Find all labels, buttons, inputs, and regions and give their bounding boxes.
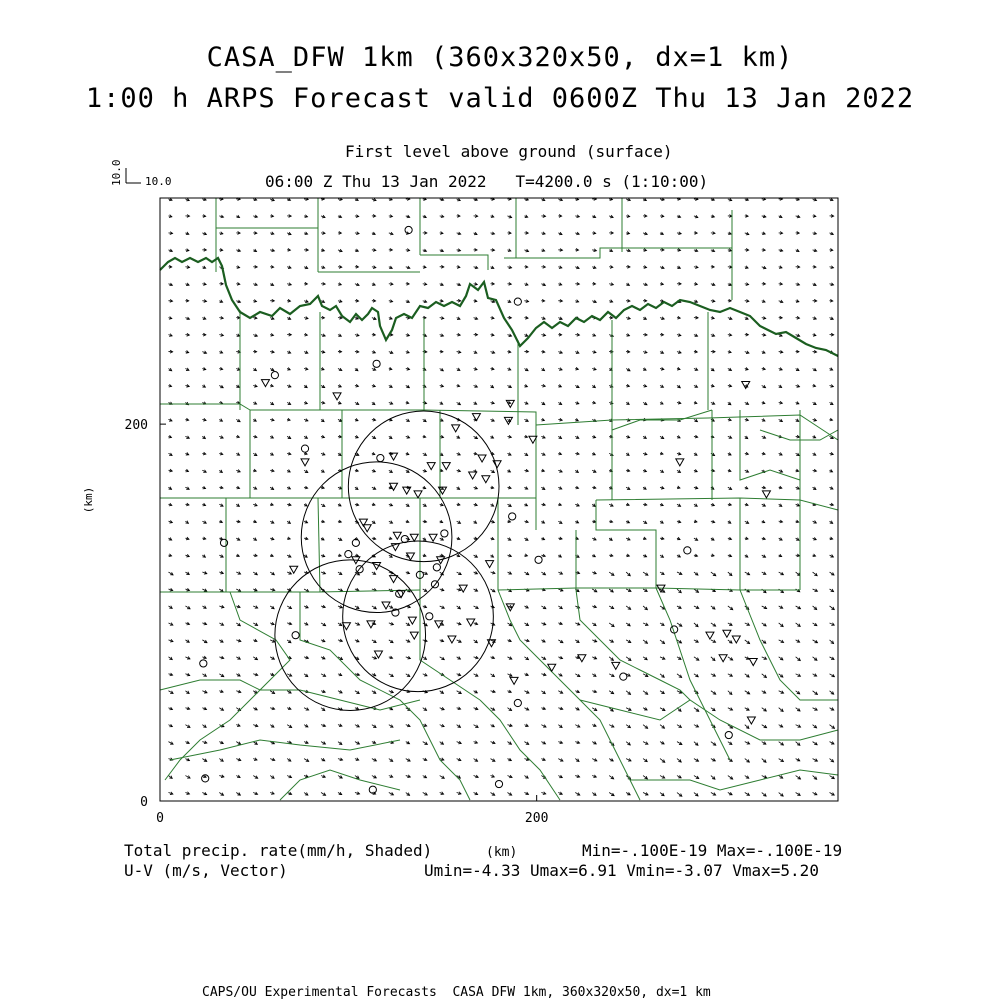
county-line: [760, 430, 838, 440]
station-triangle-marker: [467, 619, 475, 626]
county-line: [165, 592, 290, 780]
station-triangle-marker: [261, 380, 269, 387]
station-triangle-marker: [493, 461, 501, 468]
station-triangle-marker: [414, 491, 422, 498]
station-triangle-marker: [429, 534, 437, 541]
station-circle-marker: [301, 445, 308, 452]
station-circle-marker: [405, 226, 412, 233]
station-circle-marker: [514, 699, 521, 706]
county-line: [498, 590, 640, 800]
valid-time-label: 06:00 Z Thu 13 Jan 2022 T=4200.0 s (1:10:00): [265, 172, 709, 191]
county-line: [596, 498, 838, 510]
credit-line: CAPS/OU Experimental Forecasts CASA DFW 1km, 360x320x50, dx=1 km: [202, 985, 711, 1000]
station-triangle-marker: [427, 463, 435, 470]
station-triangle-marker: [448, 636, 456, 643]
x-tick-label: 0: [156, 811, 164, 826]
reference-vector-label-y: 10.0: [110, 159, 123, 186]
station-triangle-marker: [333, 393, 341, 400]
plot-frame: [160, 198, 838, 801]
station-triangle-marker: [408, 617, 416, 624]
station-circle-marker: [495, 780, 502, 787]
title-line-2: 1:00 h ARPS Forecast valid 0600Z Thu 13 Jan 2022: [85, 83, 915, 114]
station-triangle-marker: [442, 463, 450, 470]
station-triangle-marker: [676, 459, 684, 466]
county-line: [420, 590, 480, 700]
station-circle-marker: [292, 632, 299, 639]
station-triangle-marker: [747, 717, 755, 724]
radar-range-rings: [275, 411, 499, 711]
station-triangle-marker: [290, 566, 298, 573]
station-triangle-marker: [548, 664, 556, 671]
field2-label: U-V (m/s, Vector): [124, 861, 288, 880]
county-line: [170, 740, 400, 760]
county-line: [280, 770, 400, 800]
county-line: [504, 248, 732, 258]
station-circle-marker: [433, 564, 440, 571]
station-triangle-marker: [410, 632, 418, 639]
county-line: [536, 415, 838, 440]
station-circle-marker: [535, 556, 542, 563]
station-triangle-marker: [506, 400, 514, 407]
county-line: [630, 770, 838, 790]
field1-minmax: Min=-.100E-19 Max=-.100E-19: [582, 841, 843, 860]
station-triangle-marker: [478, 455, 486, 462]
reference-vector: [126, 168, 141, 183]
station-triangle-marker: [406, 553, 414, 560]
title-line-1: CASA_DFW 1km (360x320x50, dx=1 km): [206, 42, 794, 73]
station-circle-marker: [684, 547, 691, 554]
county-line: [740, 590, 838, 700]
station-circle-marker: [369, 786, 376, 793]
station-triangle-marker: [363, 525, 371, 532]
county-line: [160, 404, 250, 410]
reference-vector-label-x: 10.0: [145, 175, 172, 188]
station-triangle-marker: [706, 632, 714, 639]
county-line: [656, 588, 730, 760]
station-triangle-marker: [374, 651, 382, 658]
station-circle-marker: [620, 673, 627, 680]
station-triangle-marker: [719, 655, 727, 662]
station-circle-marker: [725, 731, 732, 738]
county-lines: [160, 198, 838, 800]
station-circle-marker: [426, 613, 433, 620]
y-tick-label: 0: [140, 795, 148, 810]
station-circle-marker: [373, 360, 380, 367]
station-triangle-marker: [612, 662, 620, 669]
station-triangle-marker: [390, 453, 398, 460]
station-circle-marker: [271, 372, 278, 379]
station-triangle-marker: [382, 602, 390, 609]
station-triangle-marker: [482, 476, 490, 483]
level-label: First level above ground (surface): [345, 142, 673, 161]
county-line: [480, 700, 560, 800]
field2-minmax: Umin=-4.33 Umax=6.91 Vmin=-3.07 Vmax=5.20: [424, 861, 819, 880]
station-triangle-marker: [510, 677, 518, 684]
station-triangle-marker: [504, 417, 512, 424]
y-tick-label: 200: [124, 418, 148, 434]
station-circle-marker: [509, 513, 516, 520]
station-triangle-marker: [469, 472, 477, 479]
station-triangle-marker: [410, 534, 418, 541]
station-circle-marker: [220, 539, 227, 546]
station-circle-marker: [514, 298, 521, 305]
y-axis-label: (km): [82, 486, 95, 514]
station-circle-marker: [441, 530, 448, 537]
field1-label: Total precip. rate(mm/h, Shaded): [124, 841, 433, 860]
station-circle-marker: [345, 551, 352, 558]
station-triangle-marker: [749, 659, 757, 666]
station-circle-marker: [200, 660, 207, 667]
station-circle-marker: [352, 539, 359, 546]
county-line: [160, 680, 420, 710]
station-triangle-marker: [723, 630, 731, 637]
county-line: [580, 700, 838, 740]
station-triangle-marker: [301, 459, 309, 466]
county-line: [318, 498, 320, 592]
axes: [82, 418, 548, 826]
station-triangle-marker: [393, 532, 401, 539]
x-axis-unit: (km): [486, 845, 518, 860]
station-triangle-marker: [459, 585, 467, 592]
station-triangle-marker: [762, 491, 770, 498]
station-triangle-marker: [732, 636, 740, 643]
station-triangle-marker: [742, 382, 750, 389]
station-circle-marker: [377, 454, 384, 461]
county-line: [740, 410, 800, 480]
x-tick-label: 200: [524, 811, 549, 826]
station-triangle-marker: [390, 576, 398, 583]
wind-vector-field: [168, 198, 834, 797]
state-border-line: [160, 258, 838, 356]
station-triangle-marker: [452, 425, 460, 432]
station-triangle-marker: [486, 561, 494, 568]
